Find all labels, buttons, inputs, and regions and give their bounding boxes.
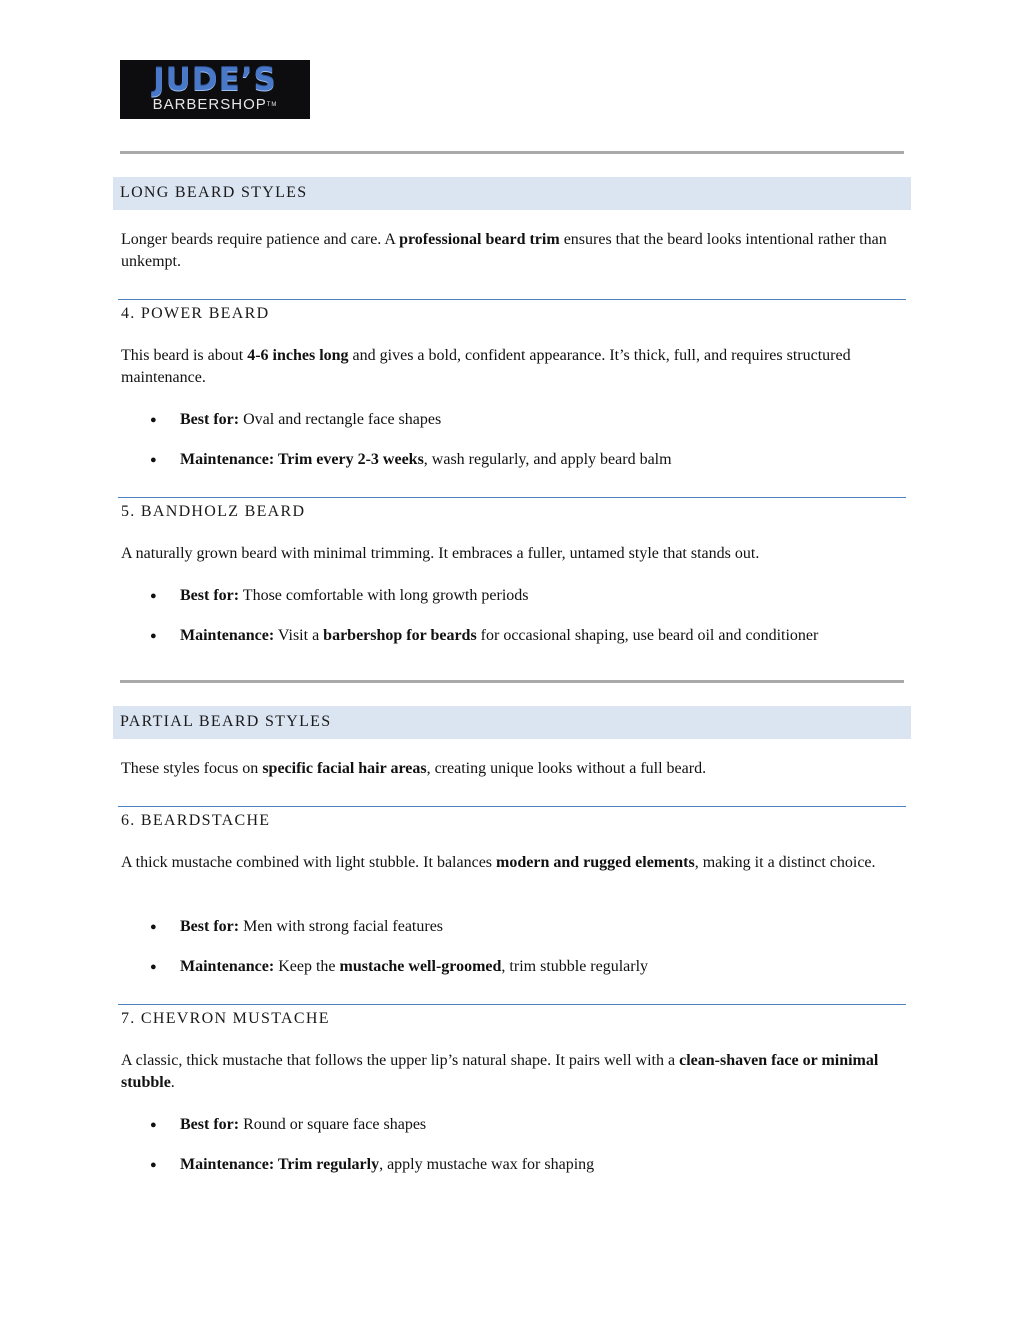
barbershop-logo: [120, 60, 310, 119]
list-item: ● Maintenance: Keep the mustache well-groomed, trim stubble regularly: [150, 958, 649, 975]
logo-subtitle: BARBERSHOP™: [152, 96, 278, 113]
section-heading: PARTIAL BEARD STYLES: [120, 713, 332, 730]
subsection-divider: [118, 299, 906, 300]
section-divider: [120, 151, 904, 154]
list-item: ● Best for: Men with strong facial features: [150, 918, 444, 935]
subsection-title: 7. CHEVRON MUSTACHE: [121, 1010, 330, 1027]
section-heading-band: [113, 177, 911, 210]
style-description: A classic, thick mustache that follows the upper lip’s natural shape. It pairs well with a clean-shaven face or minimal stubble.: [121, 1052, 879, 1091]
section-heading: LONG BEARD STYLES: [120, 184, 308, 201]
list-item: ● Maintenance: Trim regularly, apply mustache wax for shaping: [150, 1156, 595, 1173]
list-item: ● Best for: Round or square face shapes: [150, 1116, 427, 1133]
subsection-divider: [118, 497, 906, 498]
list-item: ● Maintenance: Visit a barbershop for beards for occasional shaping, use beard oil and conditioner: [150, 627, 819, 644]
subsection-divider: [118, 1004, 906, 1005]
subsection-divider: [118, 806, 906, 807]
section-intro: These styles focus on specific facial hair areas, creating unique looks without a full beard.: [121, 760, 707, 777]
subsection-title: 6. BEARDSTACHE: [121, 812, 271, 829]
section-intro: Longer beards require patience and care. A professional beard trim ensures that the beard looks intentional rather than unkempt.: [121, 231, 887, 270]
subsection-title: 4. POWER BEARD: [121, 305, 270, 322]
logo-wordmark: JUDE’S: [153, 62, 277, 98]
list-item: ● Best for: Those comfortable with long growth periods: [150, 587, 529, 604]
list-item: ● Best for: Oval and rectangle face shapes: [150, 411, 442, 428]
section-divider: [120, 680, 904, 683]
subsection-title: 5. BANDHOLZ BEARD: [121, 503, 306, 520]
style-description: This beard is about 4-6 inches long and gives a bold, confident appearance. It’s thick, full, and requires structured maintenance.: [121, 347, 851, 386]
section-heading-band: [113, 706, 911, 739]
list-item: ● Maintenance: Trim every 2-3 weeks, wash regularly, and apply beard balm: [150, 451, 672, 468]
style-description: A thick mustache combined with light stubble. It balances modern and rugged elements, making it a distinct choice.: [121, 854, 876, 871]
style-description: A naturally grown beard with minimal trimming. It embraces a fuller, untamed style that stands out.: [121, 545, 760, 562]
